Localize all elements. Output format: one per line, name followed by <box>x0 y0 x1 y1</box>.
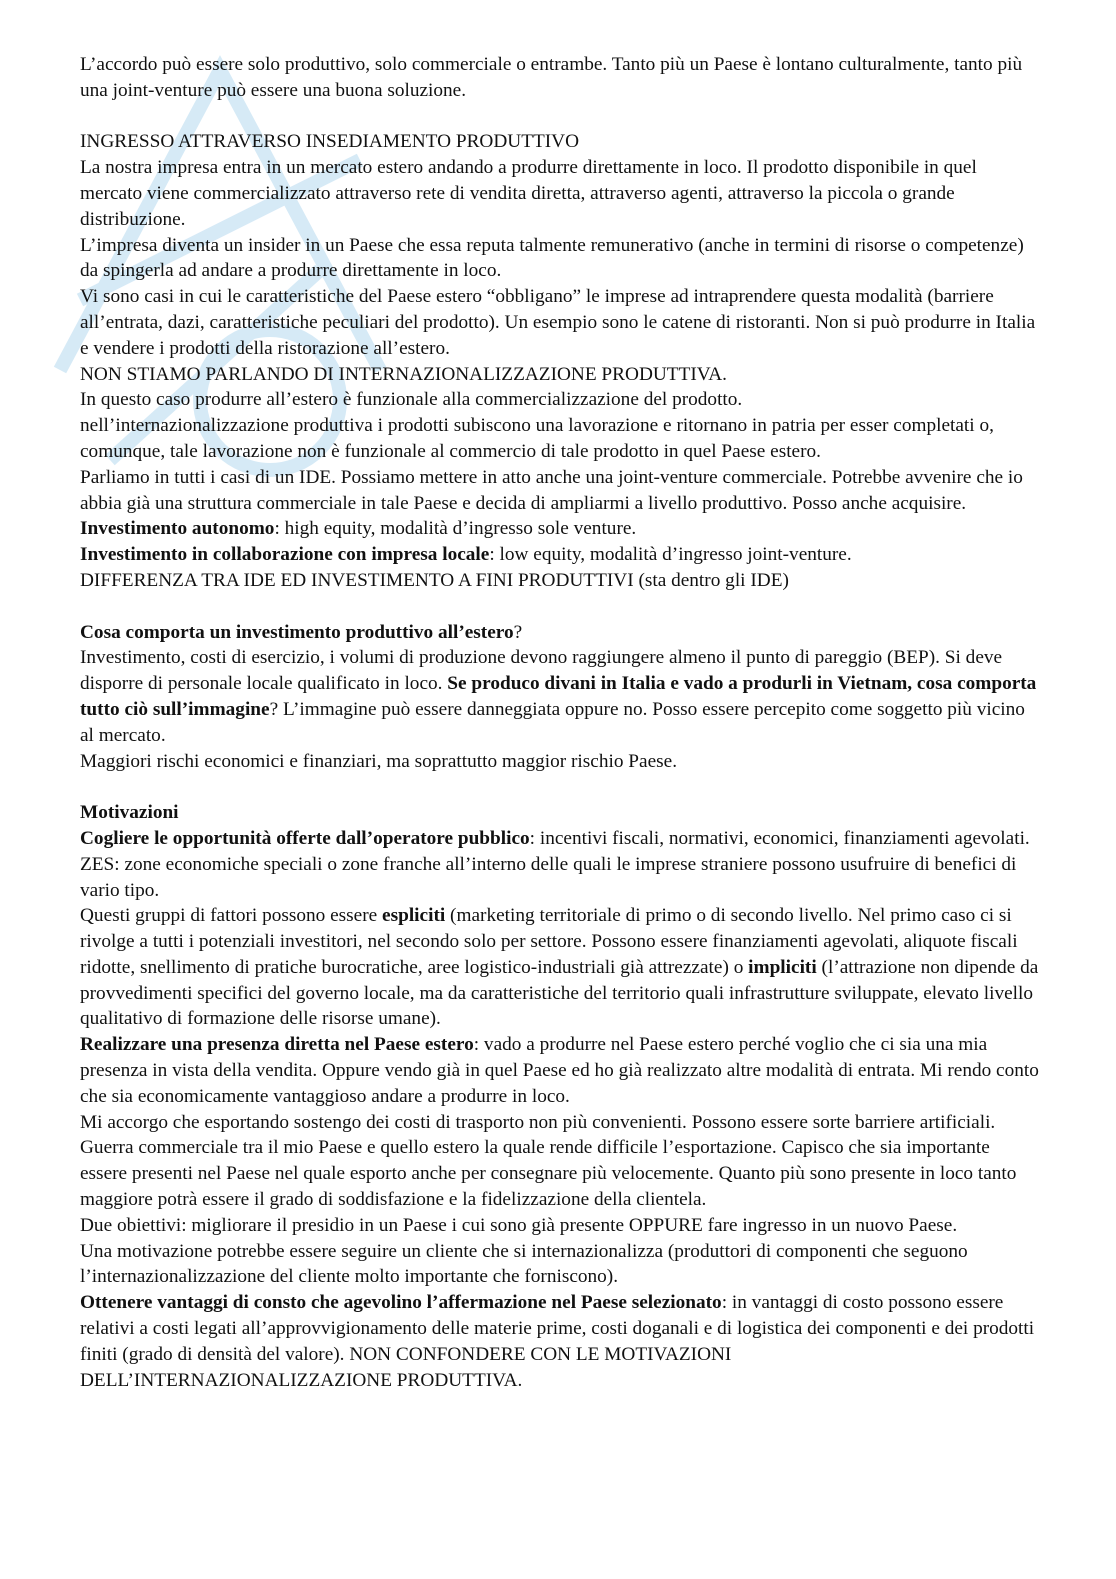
text-run: Investimento, costi di esercizio, i volumi di produzione devono raggiungere almeno il punto di pareggio (BEP). Si deve disporre di personale locale qualificato in loco. <box>80 647 1003 695</box>
document-body <box>80 52 1040 1393</box>
paragraph <box>80 284 1040 361</box>
bold-text-run: espliciti <box>382 905 446 927</box>
paragraph <box>80 1032 1040 1109</box>
text-run: In questo caso produrre all’estero è funzionale alla commercializzazione del prodotto. <box>80 389 743 411</box>
text-run: : in vantaggi di costo possono essere relativi a costi legati all’approvvigionamento delle materie prime, costi doganali e di logistica dei componenti e dei prodotti finiti (grado di densità del valore). NON CONFONDERE CON LE MOTIVAZIONI DELL’INTERNAZIONALIZZAZIONE PRODUTTIVA. <box>80 1292 1035 1391</box>
bold-text-run: impliciti <box>748 956 817 978</box>
paragraph-spacer <box>80 774 1040 800</box>
text-run: ? L’immagine può essere danneggiata oppure no. Posso essere percepito come soggetto più vicino al mercato. <box>80 698 1025 746</box>
text-run: nell’internazionalizzazione produttiva i prodotti subiscono una lavorazione e ritornano in patria per esser completati o, comunque, tale lavorazione non è funzionale al commercio di tale prodotto in quel Paese estero. <box>80 415 994 462</box>
text-run: INGRESSO ATTRAVERSO INSEDIAMENTO PRODUTTIVO <box>80 131 580 153</box>
text-run: : vado a produrre nel Paese estero perché voglio che ci sia una mia presenza in vista della vendita. Oppure vendo già in quel Paese ed ho già realizzato altre modalità di entrata. Mi rendo conto che sia economicamente vantaggioso andare a produrre in loco. <box>80 1034 1039 1107</box>
text-run: Due obiettivi: migliorare il presidio in un Paese i cui sono già presente OPPURE fare ingresso in un nuovo Paese. <box>80 1214 958 1236</box>
paragraph <box>80 903 1040 1032</box>
bold-text-run: Realizzare una presenza diretta nel Paese estero <box>80 1034 474 1056</box>
paragraph <box>80 387 1040 413</box>
text-run: (marketing territoriale di primo o di secondo livello. Nel primo caso ci si rivolge a tutti i potenziali investitori, nel secondo solo per settore. Possono essere finanziamenti agevolati, aliquote fiscali ridotte, snellimento di pratiche burocratiche, aree logistico-industriali già attrezzate) o <box>80 905 1018 978</box>
paragraph <box>80 52 1040 104</box>
paragraph <box>80 465 1040 517</box>
paragraph <box>80 233 1040 285</box>
text-run: L’accordo può essere solo produttivo, solo commerciale o entrambe. Tanto più un Paese è lontano culturalmente, tanto più una joint-venture può essere una buona soluzione. <box>80 54 1023 101</box>
paragraph <box>80 568 1040 594</box>
bold-text-run: Ottenere vantaggi di consto che agevolino l’affermazione nel Paese selezionato <box>80 1292 722 1314</box>
paragraph <box>80 800 1040 826</box>
text-run: : incentivi fiscali, normativi, economici, finanziamenti agevolati. ZES: zone economiche speciali o zone franche all’interno delle quali le imprese straniere possono usufruire di benefici di vario tipo. <box>80 827 1030 901</box>
text-run: L’impresa diventa un insider in un Paese che essa reputa talmente remunerativo (anche in termini di risorse o competenze) da spingerla ad andare a produrre direttamente in loco. <box>80 234 1024 282</box>
paragraph <box>80 1290 1040 1393</box>
paragraph <box>80 542 1040 568</box>
paragraph <box>80 516 1040 542</box>
bold-text-run: Se produco divani in Italia e vado a produrli in Vietnam, cosa comporta tutto ciò sull’immagine <box>80 673 1037 720</box>
paragraph <box>80 620 1040 646</box>
text-run: Questi gruppi di fattori possono essere <box>80 905 383 927</box>
text-run: Mi accorgo che esportando sostengo dei costi di trasporto non più convenienti. Possono essere sorte barriere artificiali. Guerra commerciale tra il mio Paese e quello estero la quale rende difficile l’esportazione. Capisco che sia importante essere presenti nel Paese nel quale esporto anche per consegnare più velocemente. Quanto più sono presente in loco tanto maggiore potrà essere il grado di soddisfazione e la fidelizzazione della clientela. <box>80 1111 1017 1211</box>
text-run: NON STIAMO PARLANDO DI INTERNAZIONALIZZAZIONE PRODUTTIVA. <box>80 363 727 385</box>
paragraph <box>80 1239 1040 1291</box>
text-run: La nostra impresa entra in un mercato estero andando a produrre direttamente in loco. Il prodotto disponibile in quel mercato viene commercializzato attraverso rete di vendita diretta, attraverso agenti, attraverso la piccola o grande distribuzione. <box>80 157 977 230</box>
paragraph <box>80 1213 1040 1239</box>
bold-text-run: Motivazioni <box>80 802 179 824</box>
text-run: Vi sono casi in cui le caratteristiche del Paese estero “obbligano” le imprese ad intraprendere questa modalità (barriere all’entrata, dazi, caratteristiche peculiari del prodotto). Un esempio sono le catene di ristoranti. Non si può produrre in Italia e vendere i prodotti della ristorazione all’estero. <box>80 286 1036 359</box>
text-run: : high equity, modalità d’ingresso sole venture. <box>274 518 637 540</box>
text-run: (l’attrazione non dipende da provvedimenti specifici del governo locale, ma da caratteristiche del territorio quali infrastrutture sviluppate, elevato livello qualitativo di formazione delle risorse umane). <box>80 956 1039 1030</box>
text-run: DIFFERENZA TRA IDE ED INVESTIMENTO A FINI PRODUTTIVI (sta dentro gli IDE) <box>80 569 789 591</box>
text-run: Maggiori rischi economici e finanziari, ma soprattutto maggior rischio Paese. <box>80 750 678 772</box>
paragraph <box>80 155 1040 232</box>
text-run: Una motivazione potrebbe essere seguire un cliente che si internazionalizza (produttori di componenti che seguono l’internazionalizzazione del cliente molto importante che forniscono). <box>80 1240 968 1288</box>
paragraph <box>80 826 1040 903</box>
paragraph <box>80 129 1040 155</box>
paragraph <box>80 413 1040 465</box>
bold-text-run: Investimento autonomo <box>80 518 275 540</box>
bold-text-run: Cogliere le opportunità offerte dall’operatore pubblico <box>80 827 530 849</box>
paragraph-spacer <box>80 594 1040 620</box>
text-run: : low equity, modalità d’ingresso joint-venture. <box>489 544 852 566</box>
text-run: Parliamo in tutti i casi di un IDE. Possiamo mettere in atto anche una joint-venture commerciale. Potrebbe avvenire che io abbia già una struttura commerciale in tale Paese e decida di ampliarmi a livello produttivo. Posso anche acquisire. <box>80 466 1023 514</box>
text-run: ? <box>513 621 523 643</box>
paragraph <box>80 1110 1040 1213</box>
bold-text-run: Investimento in collaborazione con impresa locale <box>80 544 490 566</box>
bold-text-run: Cosa comporta un investimento produttivo all’estero <box>80 621 514 643</box>
paragraph <box>80 749 1040 775</box>
paragraph <box>80 645 1040 748</box>
paragraph <box>80 362 1040 388</box>
paragraph-spacer <box>80 104 1040 130</box>
